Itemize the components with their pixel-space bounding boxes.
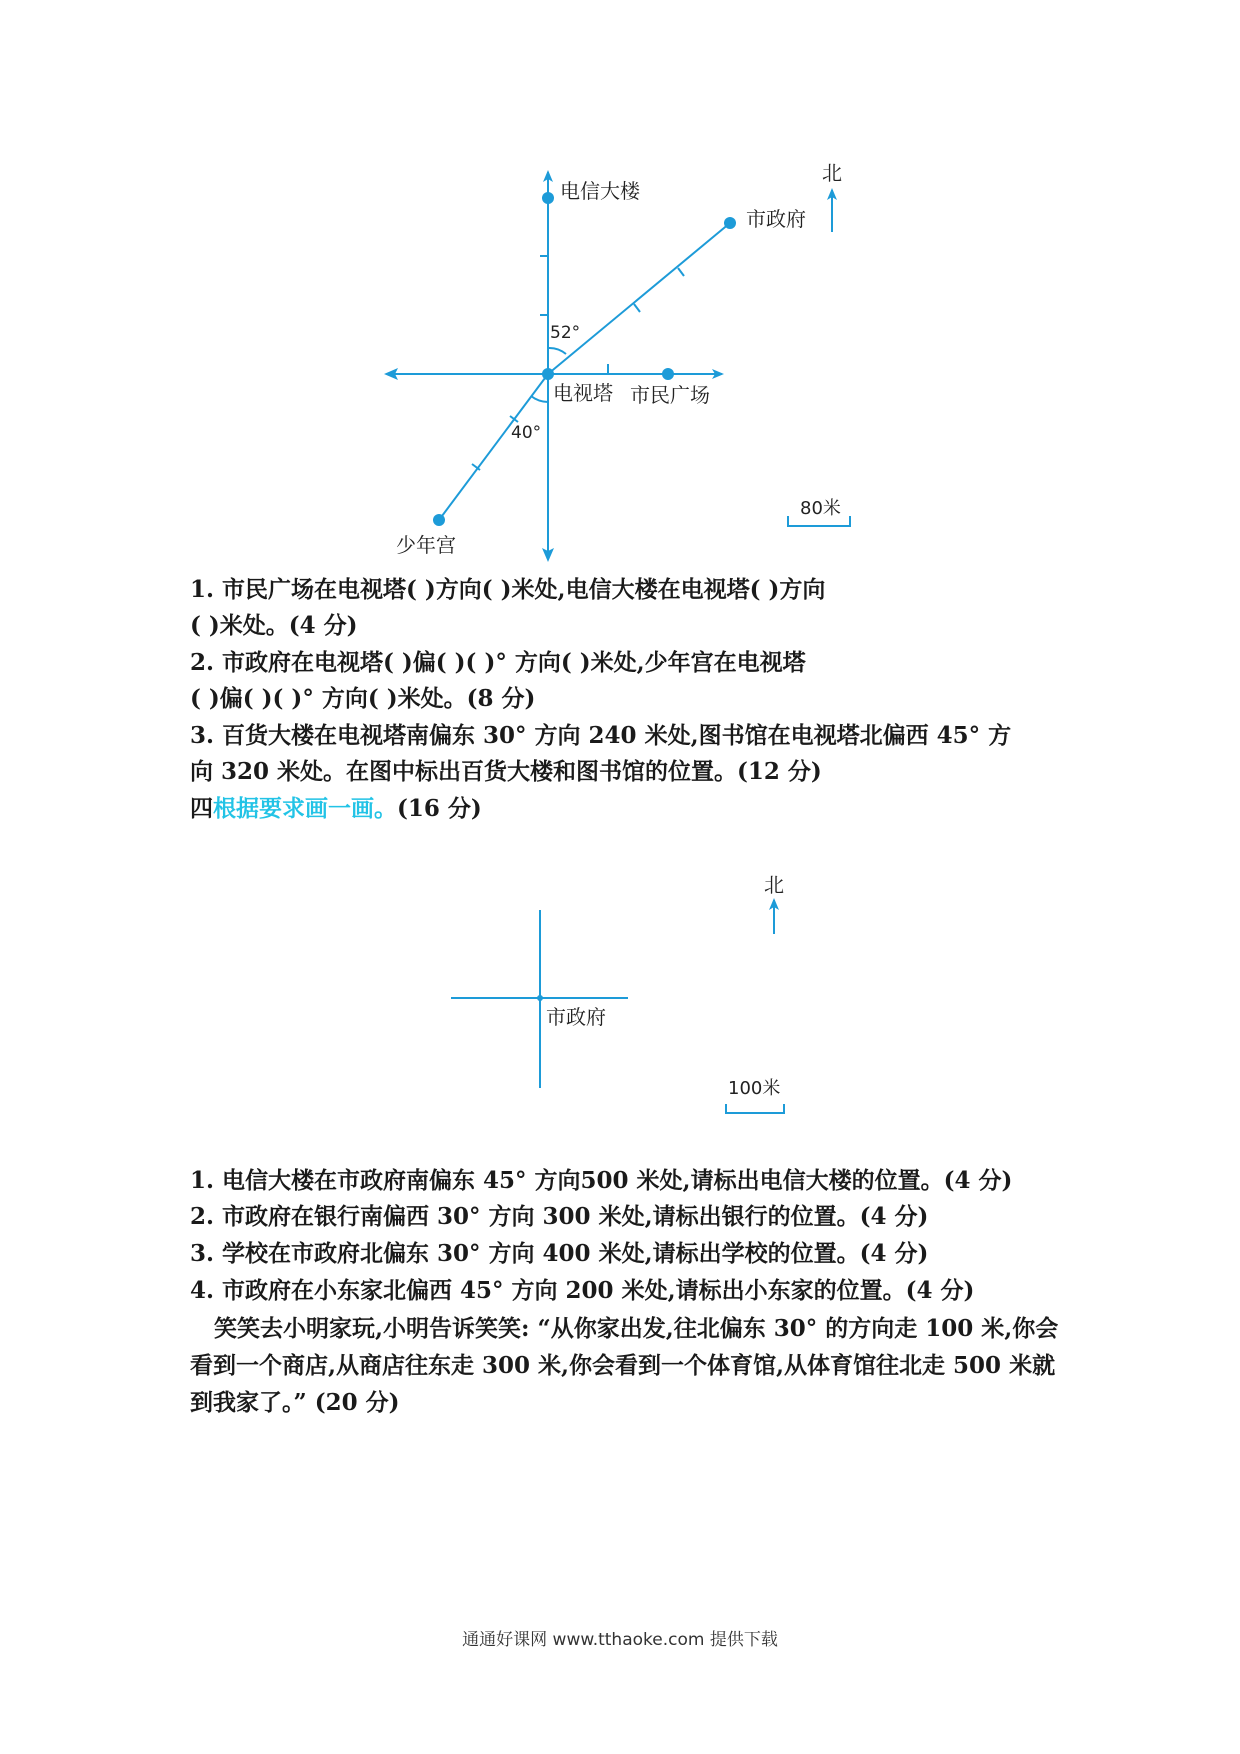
label-angle-52: 52° (550, 323, 581, 343)
label-city-hall-2: 市政府 (546, 1005, 606, 1029)
label-city-hall: 市政府 (746, 207, 806, 231)
scale-label-1: 80米 (800, 498, 841, 519)
label-angle-40: 40° (511, 423, 542, 443)
question-4-4: 4. 市政府在小东家北偏西 45° 方向 200 米处,请标出小东家的位置。(4 分) (190, 1277, 975, 1304)
footer-source: 通通好课网 www.tthaoke.com 提供下载 (462, 1630, 778, 1650)
label-telecom: 电信大楼 (560, 179, 640, 203)
question-3-1-line-2: ( )米处。(4 分) (190, 612, 358, 639)
question-4-1: 1. 电信大楼在市政府南偏东 45° 方向500 米处,请标出电信大楼的位置。(4 分) (190, 1167, 1013, 1194)
question-3-2-line-2: ( )偏( )( )° 方向( )米处。(8 分) (190, 685, 536, 712)
story-paragraph: 笑笑去小明家玩,小明告诉笑笑: “从你家出发,往北偏东 30° 的方向走 100 米,你会看到一个商店,从商店往东走 300 米,你会看到一个体育馆,从体育馆往北走 500 米就到我家了。” (20 分) (190, 1315, 1059, 1416)
label-plaza: 市民广场 (630, 383, 710, 407)
question-3-3-line-1: 3. 百货大楼在电视塔南偏东 30° 方向 240 米处,图书馆在电视塔北偏西 45° 方 (190, 722, 1012, 749)
point-city-hall-2 (537, 995, 543, 1001)
question-3-1-line-1: 1. 市民广场在电视塔( )方向( )米处,电信大楼在电视塔( )方向 (190, 576, 826, 603)
section-4-title: 根据要求画一画。 (213, 795, 397, 822)
scale-label-2: 100米 (728, 1078, 781, 1099)
question-3-3-line-2: 向 320 米处。在图中标出百货大楼和图书馆的位置。(12 分) (190, 758, 822, 785)
scale-bar-2 (726, 1104, 784, 1113)
north-label-2: 北 (764, 873, 784, 897)
section-4-points: (16 分) (397, 795, 482, 822)
question-4-3: 3. 学校在市政府北偏东 30° 方向 400 米处,请标出学校的位置。(4 分) (190, 1240, 929, 1267)
north-label-1: 北 (822, 161, 842, 185)
label-tv-tower: 电视塔 (553, 381, 613, 405)
question-4-2: 2. 市政府在银行南偏西 30° 方向 300 米处,请标出银行的位置。(4 分) (190, 1203, 929, 1230)
section-4-number: 四 (190, 795, 213, 822)
question-3-2-line-1: 2. 市政府在电视塔( )偏( )( )° 方向( )米处,少年宫在电视塔 (190, 649, 806, 676)
label-youth-palace: 少年宫 (396, 533, 456, 557)
